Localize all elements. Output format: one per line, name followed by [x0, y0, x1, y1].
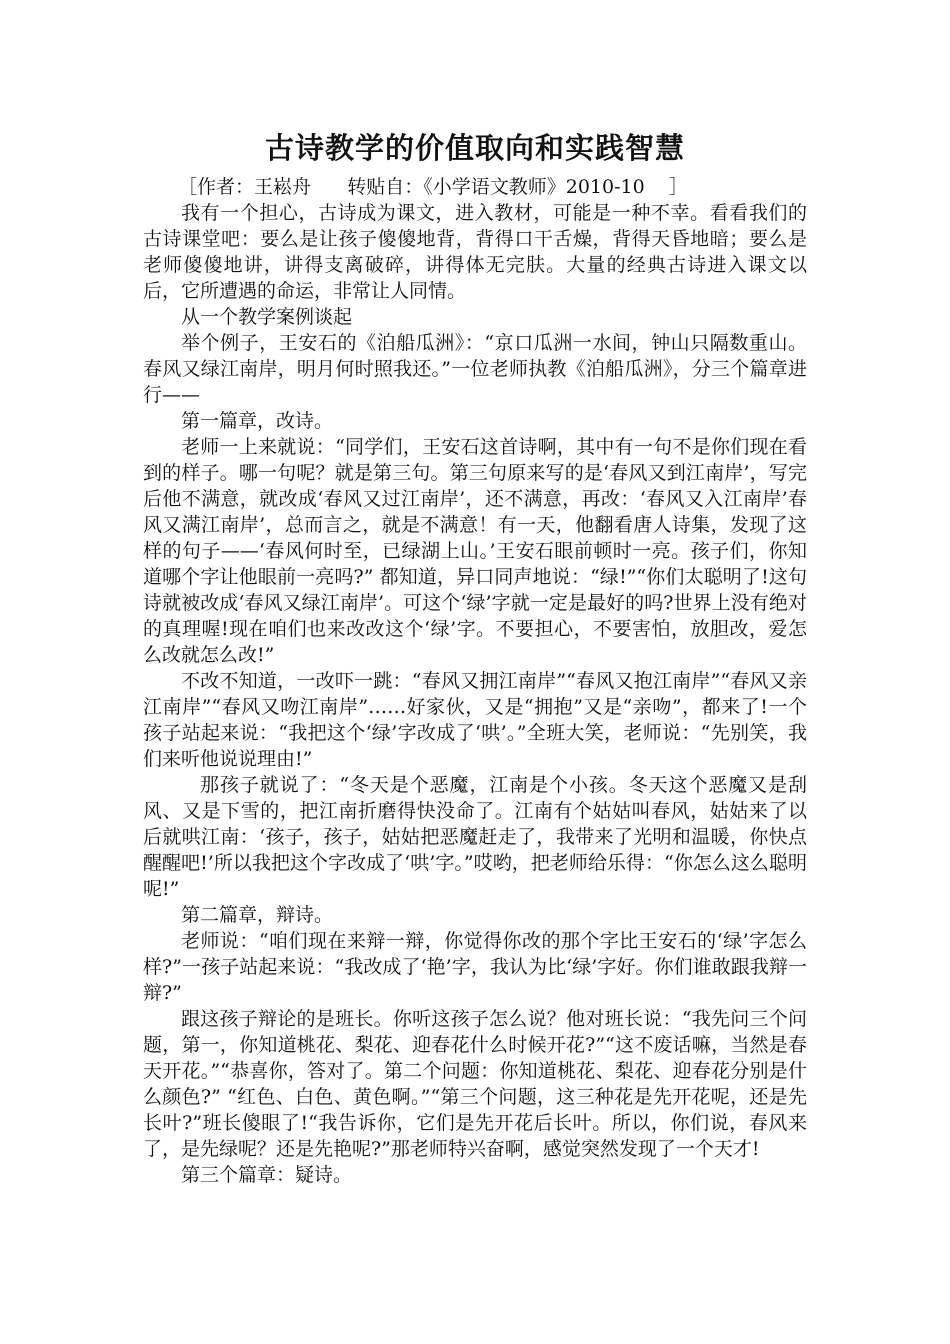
article-body — [143, 200, 807, 1188]
chapter-one-heading: 第一篇章，改诗。 — [181, 410, 334, 432]
paragraph-student-edits: 不改不知道，一改吓一跳：“春风又拥江南岸”“春风又抱江南岸”“春风又亲江南岸”“春风又吻江南岸”……好家伙，又是“拥抱”又是“亲吻”，都来了!一个孩子站起来说：“我把这个‘绿’字改成了‘哄’。”全班大笑，老师说：“先别笑，我们来听他说说理由!” — [143, 670, 807, 770]
section-heading: 从一个教学案例谈起 — [181, 306, 353, 328]
chapter-three-heading: 第三个篇章：疑诗。 — [181, 1164, 353, 1186]
paragraph-intro: 我有一个担心，古诗成为课文，进入教材，可能是一种不幸。看看我们的古诗课堂吧：要么是让孩子傻傻地背，背得口干舌燥，背得天昏地暗；要么是老师傻傻地讲，讲得支离破碎，讲得体无完肤。大量的经典古诗进入课文以后，它所遭遇的命运，非常让人同情。 — [143, 202, 807, 302]
paragraph-example: 举个例子，王安石的《泊船瓜洲》：“京口瓜洲一水间，钟山只隔数重山。春风又绿江南岸，明月何时照我还。”一位老师执教《泊船瓜洲》，分三个篇章进行—— — [143, 332, 807, 406]
paragraph-debate-start: 老师说：“咱们现在来辩一辩，你觉得你改的那个字比王安石的‘绿’字怎么样?”一孩子站起来说：“我改成了‘艳’字，我认为比‘绿’字好。你们谁敢跟我辩一辩?” — [143, 930, 807, 1004]
article-title: 古诗教学的价值取向和实践智慧 — [264, 131, 685, 165]
author-source-line: ［作者：王崧舟 转贴自：《小学语文教师》2010-10 ］ — [178, 176, 688, 198]
paragraph-debate-monitor: 跟这孩子辩论的是班长。你听这孩子怎么说？他对班长说：“我先问三个问题，第一，你知道桃花、梨花、迎春花什么时候开花?”“这不废话嘛，当然是春天开花。”“恭喜你，答对了。第二个问题：你知道桃花、梨花、迎春花分别是什么颜色?” “红色、白色、黄色啊。”“第三个问题，这三种花是先开花呢，还是先长叶?”班长傻眼了!“我告诉你，它们是先开花后长叶。所以，你们说，春风来了，是先绿呢？还是先艳呢?”那老师特兴奋啊，感觉突然发现了一个天才! — [143, 1008, 807, 1160]
paragraph-child-explanation: 那孩子就说了：“冬天是个恶魔，江南是个小孩。冬天这个恶魔又是刮风、又是下雪的，把江南折磨得快没命了。江南有个姑姑叫春风，姑姑来了以后就哄江南：‘孩子，孩子，姑姑把恶魔赶走了，我带来了光明和温暖，你快点醒醒吧!’所以我把这个字改成了‘哄’字。”哎哟，把老师给乐得：“你怎么这么聪明呢!” — [143, 774, 807, 900]
paragraph-teacher-speech: 老师一上来就说：“同学们，王安石这首诗啊，其中有一句不是你们现在看到的样子。哪一句呢？就是第三句。第三句原来写的是‘春风又到江南岸’，写完后他不满意，就改成‘春风又过江南岸’，还不满意，再改：‘春风又入江南岸’春风又满江南岸’，总而言之，就是不满意！有一天，他翻看唐人诗集，发现了这样的句子——‘春风何时至，已绿湖上山。’王安石眼前顿时一亮。孩子们，你知道哪个字让他眼前一亮吗?” 都知道，异口同声地说：“绿!”“你们太聪明了!这句诗就被改成‘春风又绿江南岸’。可这个‘绿’字就一定是最好的吗?世界上没有绝对的真理喔!现在咱们也来改改这个‘绿’字。不要担心，不要害怕，放胆改，爱怎么改就怎么改!” — [143, 436, 807, 666]
chapter-two-heading: 第二篇章，辩诗。 — [181, 904, 334, 926]
